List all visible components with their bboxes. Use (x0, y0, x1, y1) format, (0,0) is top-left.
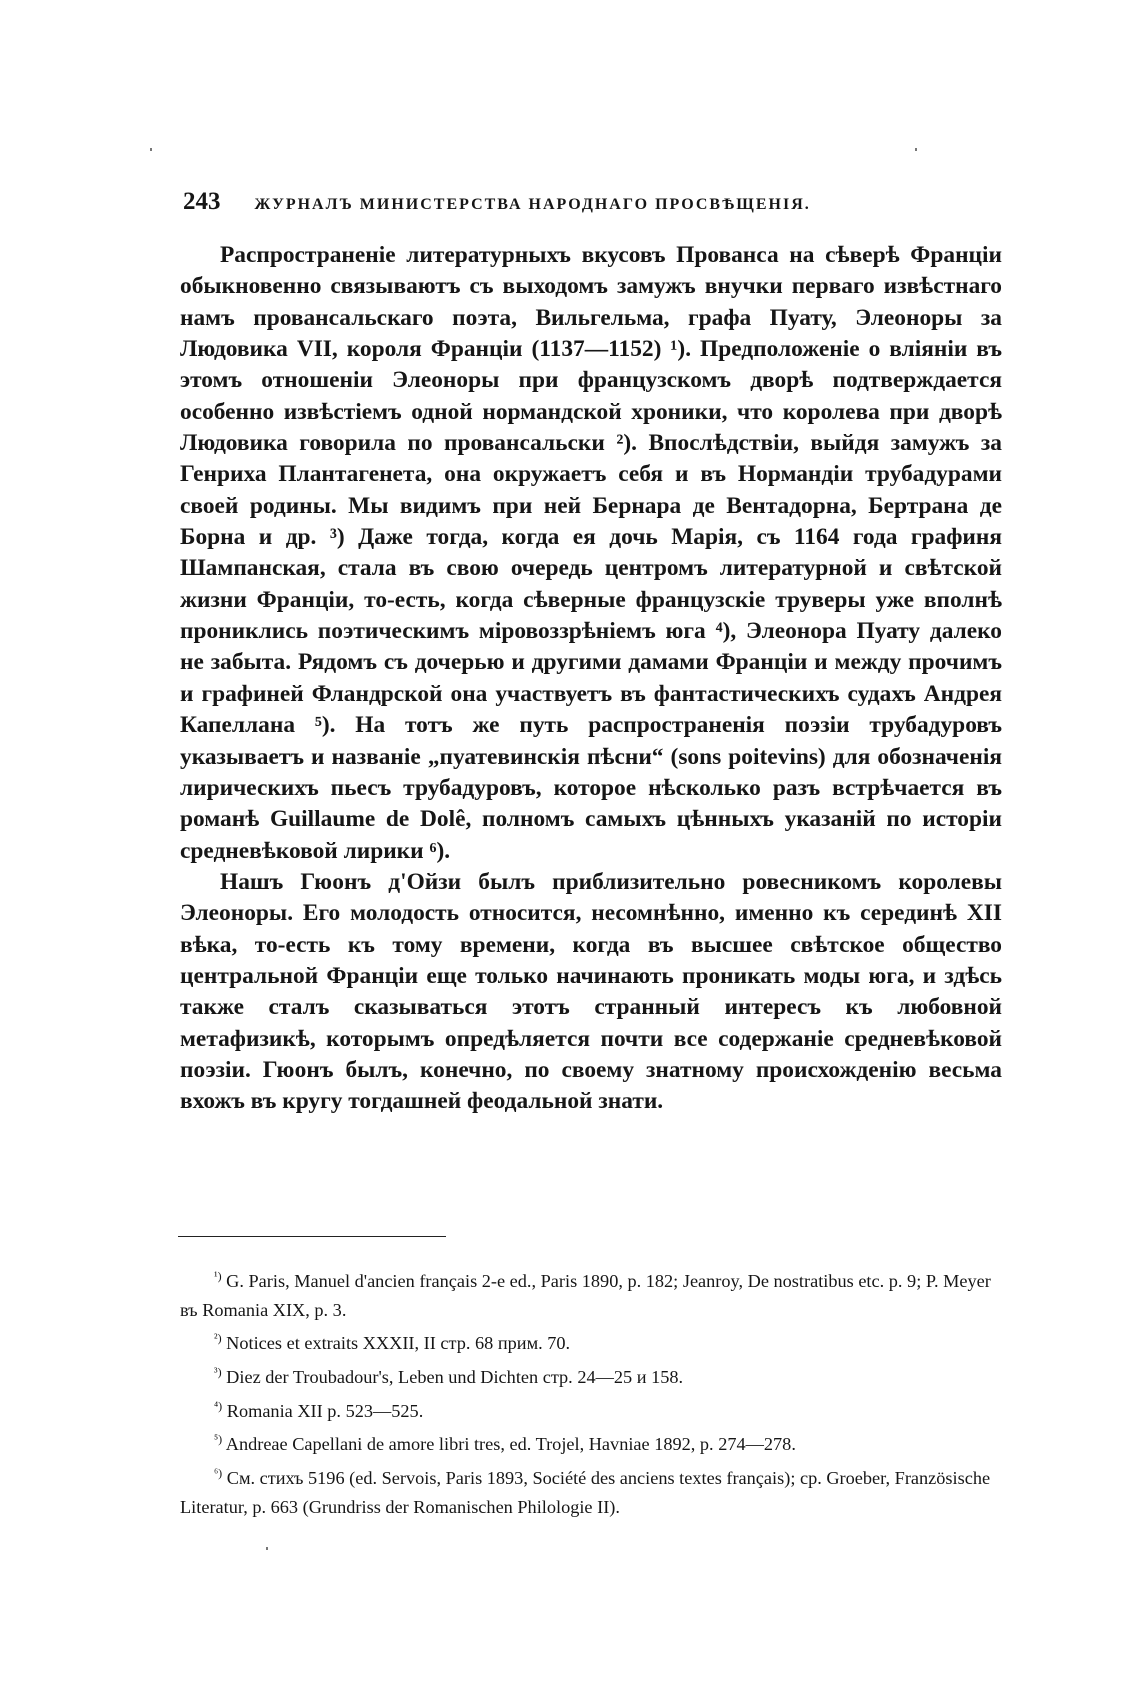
footnote-6 (180, 1459, 1002, 1521)
footnote-text: Diez der Troubadour's, Leben und Dichten стр. 24—25 и 158. (226, 1367, 684, 1388)
page-number: 243 (183, 188, 221, 215)
footnote-number: ²) (214, 1331, 222, 1346)
footnote-number: ⁶) (214, 1466, 223, 1481)
footnote-text: G. Paris, Manuel d'ancien français 2-e ed., Paris 1890, p. 182; Jeanroy, De nostratibus etc. p. 9; P. Meyer въ Romania XIX, p. 3. (180, 1271, 991, 1320)
footnote-text: Andreae Capellani de amore libri tres, ed. Trojel, Havniae 1892, p. 274—278. (225, 1434, 796, 1455)
footnote-number: ³) (214, 1364, 222, 1379)
footnote-3 (180, 1358, 1002, 1392)
footnote-1 (180, 1262, 1002, 1324)
journal-title: ЖУРНАЛЪ МИНИСТЕРСТВА НАРОДНАГО ПРОСВѢЩЕНІЯ. (254, 196, 811, 213)
footnote-number: ⁵) (214, 1432, 223, 1447)
footnote-5 (180, 1425, 1002, 1459)
running-head (183, 188, 943, 216)
scan-speck (266, 1547, 268, 1550)
footnote-text: Romania XII p. 523—525. (226, 1400, 424, 1421)
footnote-4 (180, 1392, 1002, 1426)
scan-speck (915, 148, 917, 151)
scan-speck (150, 148, 152, 151)
paragraph-huon: Нашъ Гюонъ д'Ойзи былъ приблизительно ровесникомъ королевы Элеоноры. Его молодость относится, несомнѣнно, именно къ серединѣ XII вѣка, то-есть къ тому времени, когда въ высшее свѣтское общество центральной Франціи еще только начинають проникать моды юга, и здѣсь также сталъ сказываться этотъ странный интересъ къ любовной метафизикѣ, которымъ опредѣляется почти все содержаніе средневѣковой поэзіи. Гюонъ былъ, конечно, по своему знатному происхожденію весьма вхожъ въ кругу тогдашней феодальной знати. (180, 868, 1002, 1115)
footnote-2 (180, 1324, 1002, 1358)
footnote-separator (178, 1236, 446, 1237)
footnote-number: ¹) (214, 1269, 222, 1283)
footnotes (180, 1262, 1002, 1521)
main-text (180, 240, 1002, 1118)
footnote-text: Notices et extraits XXXII, II стр. 68 прим. 70. (226, 1333, 571, 1354)
paragraph-provence: Распространеніе литературныхъ вкусовъ Прованса на сѣверѣ Франціи обыкновенно связываютъ съ выходомъ замужъ внучки перваго извѣстнаго намъ провансальскаго поэта, Вильгельма, графа Пуату, Элеоноры за Людовика VII, короля Франціи (1137—1152) ¹). Предположеніе о вліяніи въ этомъ отношеніи Элеоноры при французскомъ дворѣ подтверждается особенно извѣстіемъ одной нормандской хроники, что королева при дворѣ Людовика говорила по провансальски ²). Впослѣдствіи, выйдя замужъ за Генриха Плантагенета, она окружаетъ себя и въ Нормандіи трубадурами своей родины. Мы видимъ при ней Бернара де Вентадорна, Бертрана де Борна и др. ³) Даже тогда, когда ея дочь Марія, съ 1164 года графиня Шампанская, стала въ свою очередь центромъ литературной и свѣтской жизни Франціи, то-есть, когда сѣверные французскіе труверы уже вполнѣ прониклись поэтическимъ міровоззрѣніемъ юга ⁴), Элеонора Пуату далеко не забыта. Рядомъ съ дочерью и другими дамами Франціи и между прочимъ и графиней Фландрской она участвуетъ въ фантастическихъ судахъ Андрея Капеллана ⁵). На тотъ же путь распространенія поэзіи трубадуровъ указываетъ и названіе „пуатевинскія пѣсни“ (sons poitevins) для обозначенія лирическихъ пьесъ трубадуровъ, которое нѣсколько разъ встрѣчается въ романѣ Guillaume de Dolê, полномъ самыхъ цѣнныхъ указаній по исторіи средневѣковой лирики ⁶). (180, 242, 1002, 864)
footnote-text: См. стихъ 5196 (ed. Servois, Paris 1893, Société des anciens textes français); ср. Groeber, Französische Literatur, p. 663 (Grundriss der Romanischen Philologie II). (180, 1468, 991, 1517)
footnote-number: ⁴) (214, 1398, 223, 1413)
